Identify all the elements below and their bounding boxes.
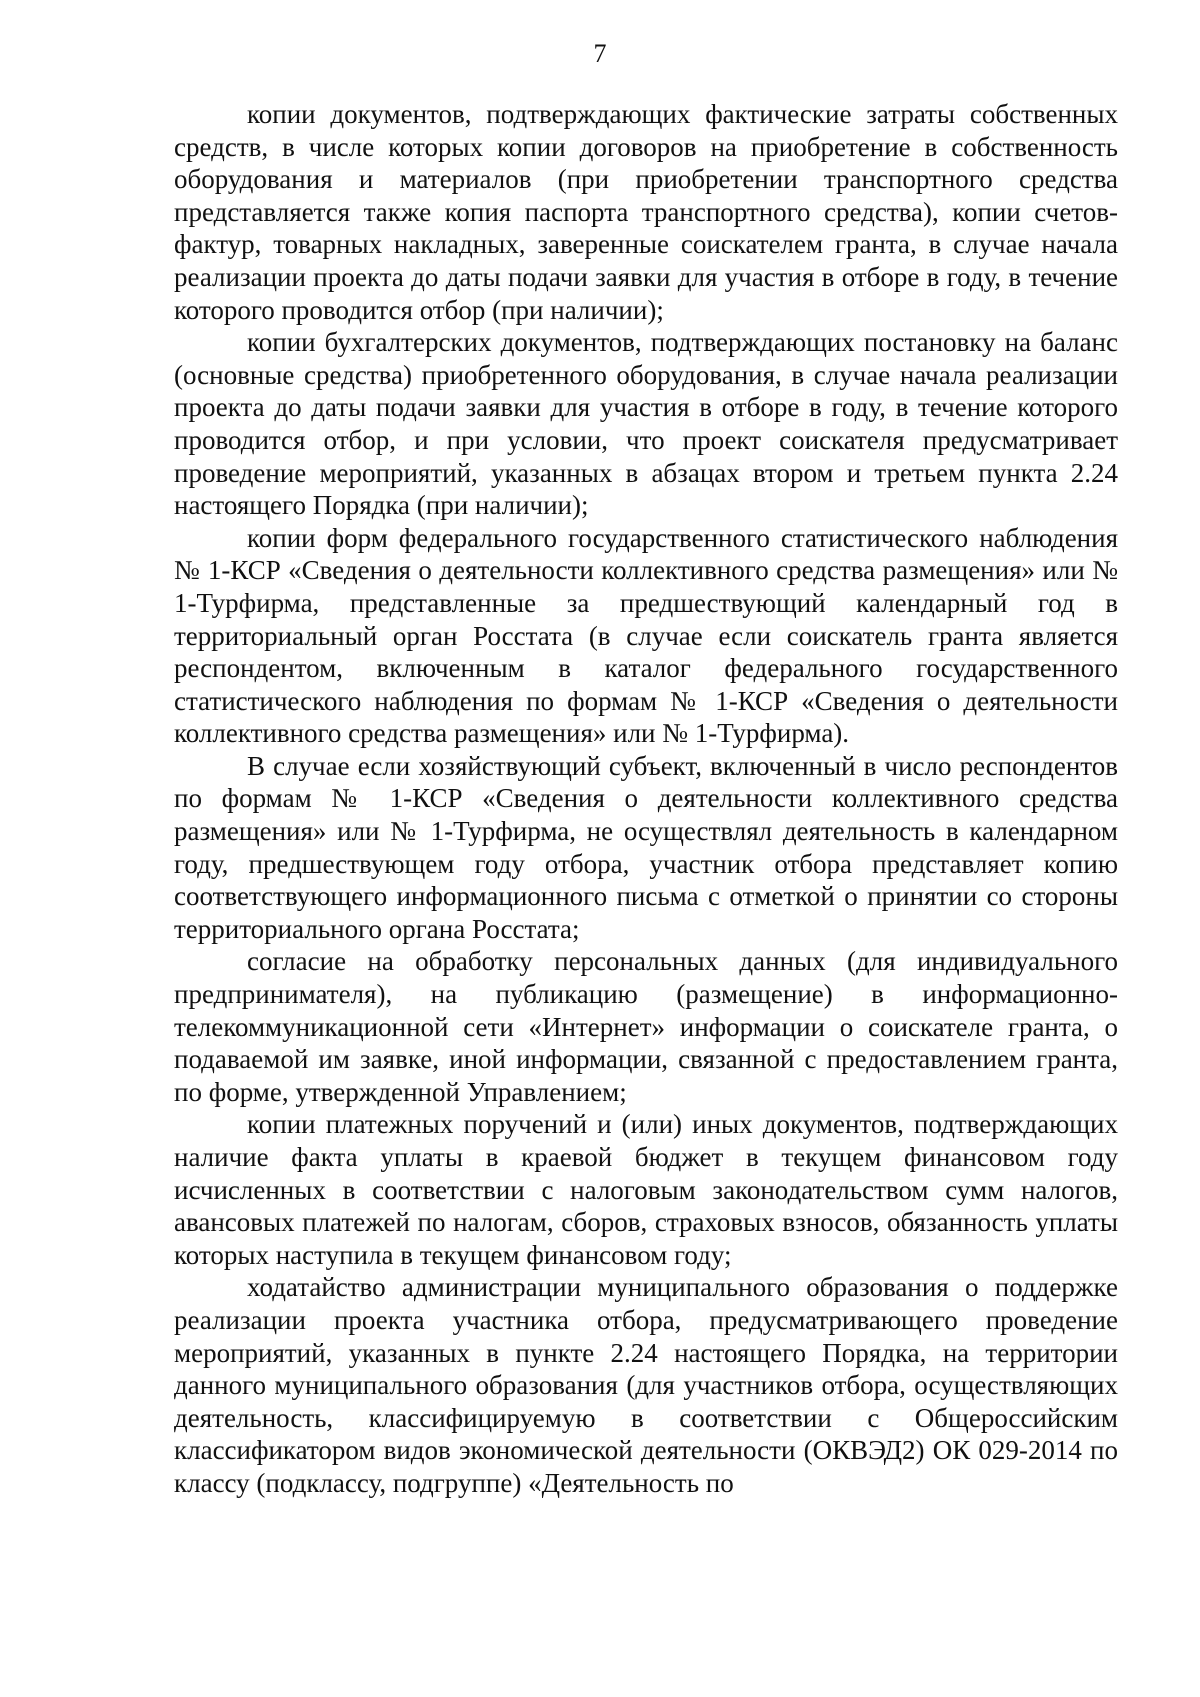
document-body bbox=[174, 98, 1118, 1500]
paragraph-payment-orders: копии платежных поручений и (или) иных документов, подтверждающих наличие факта уплаты в краевой бюджет в текущем финансовом году исчисленных в соответствии с налоговым законодательством сумм налогов, авансовых платежей по налогам, сборов, страховых взносов, обязанность уплаты которых наступила в текущем финансовом году; bbox=[174, 1109, 1118, 1270]
paragraph-no-activity-case: В случае если хозяйствующий субъект, включенный в число респондентов по формам № 1-КСР «Сведения о деятельности коллективного средства размещения» или № 1-Турфирма, не осуществлял деятельность в календарном году, предшествующем году отбора, участник отбора представляет копию соответствующего информационного письма с отметкой о принятии со стороны территориального органа Росстата; bbox=[174, 750, 1118, 944]
paragraph-municipal-petition: ходатайство администрации муниципального образования о поддержке реализации проекта участника отбора, предусматривающего проведение мероприятий, указанных в пункте 2.24 настоящего Порядка, на территории данного муниципального образования (для участников отбора, осуществляющих деятельность, классифицируемую в соответствии с Общероссийским классификатором видов экономической деятельности (ОКВЭД2) ОК 029-2014 по классу (подклассу, подгруппе) «Деятельность по bbox=[174, 1272, 1118, 1498]
paragraph-personal-data-consent: согласие на обработку персональных данных (для индивидуального предпринимателя), на публикацию (размещение) в информационно-телекоммуникационной сети «Интернет» информации о соискателе гранта, о подаваемой им заявке, иной информации, связанной с предоставлением гранта, по форме, утвержденной Управлением; bbox=[174, 946, 1118, 1107]
page-number: 7 bbox=[593, 39, 607, 68]
paragraph-accounting-documents: копии бухгалтерских документов, подтверждающих постановку на баланс (основные средства) приобретенного оборудования, в случае начала реализации проекта до даты подачи заявки для участия в отборе в году, в течение которого проводится отбор, и при условии, что проект соискателя предусматривает проведение мероприятий, указанных в абзацах втором и третьем пункта 2.24 настоящего Порядка (при наличии); bbox=[174, 327, 1118, 521]
paragraph-statistical-forms: копии форм федерального государственного статистического наблюдения № 1-КСР «Сведения о деятельности коллективного средства размещения» или № 1-Турфирма, представленные за предшествующий календарный год в территориальный орган Росстата (в случае если соискатель гранта является респондентом, включенным в каталог федерального государственного статистического наблюдения по формам № 1-КСР «Сведения о деятельности коллективного средства размещения» или № 1-Турфирма). bbox=[174, 522, 1118, 749]
paragraph-expense-documents: копии документов, подтверждающих фактические затраты собственных средств, в числе которых копии договоров на приобретение в собственность оборудования и материалов (при приобретении транспортного средства представляется также копия паспорта транспортного средства), копии счетов-фактур, товарных накладных, заверенные соискателем гранта, в случае начала реализации проекта до даты подачи заявки для участия в отборе в году, в течение которого проводится отбор (при наличии); bbox=[174, 99, 1118, 325]
